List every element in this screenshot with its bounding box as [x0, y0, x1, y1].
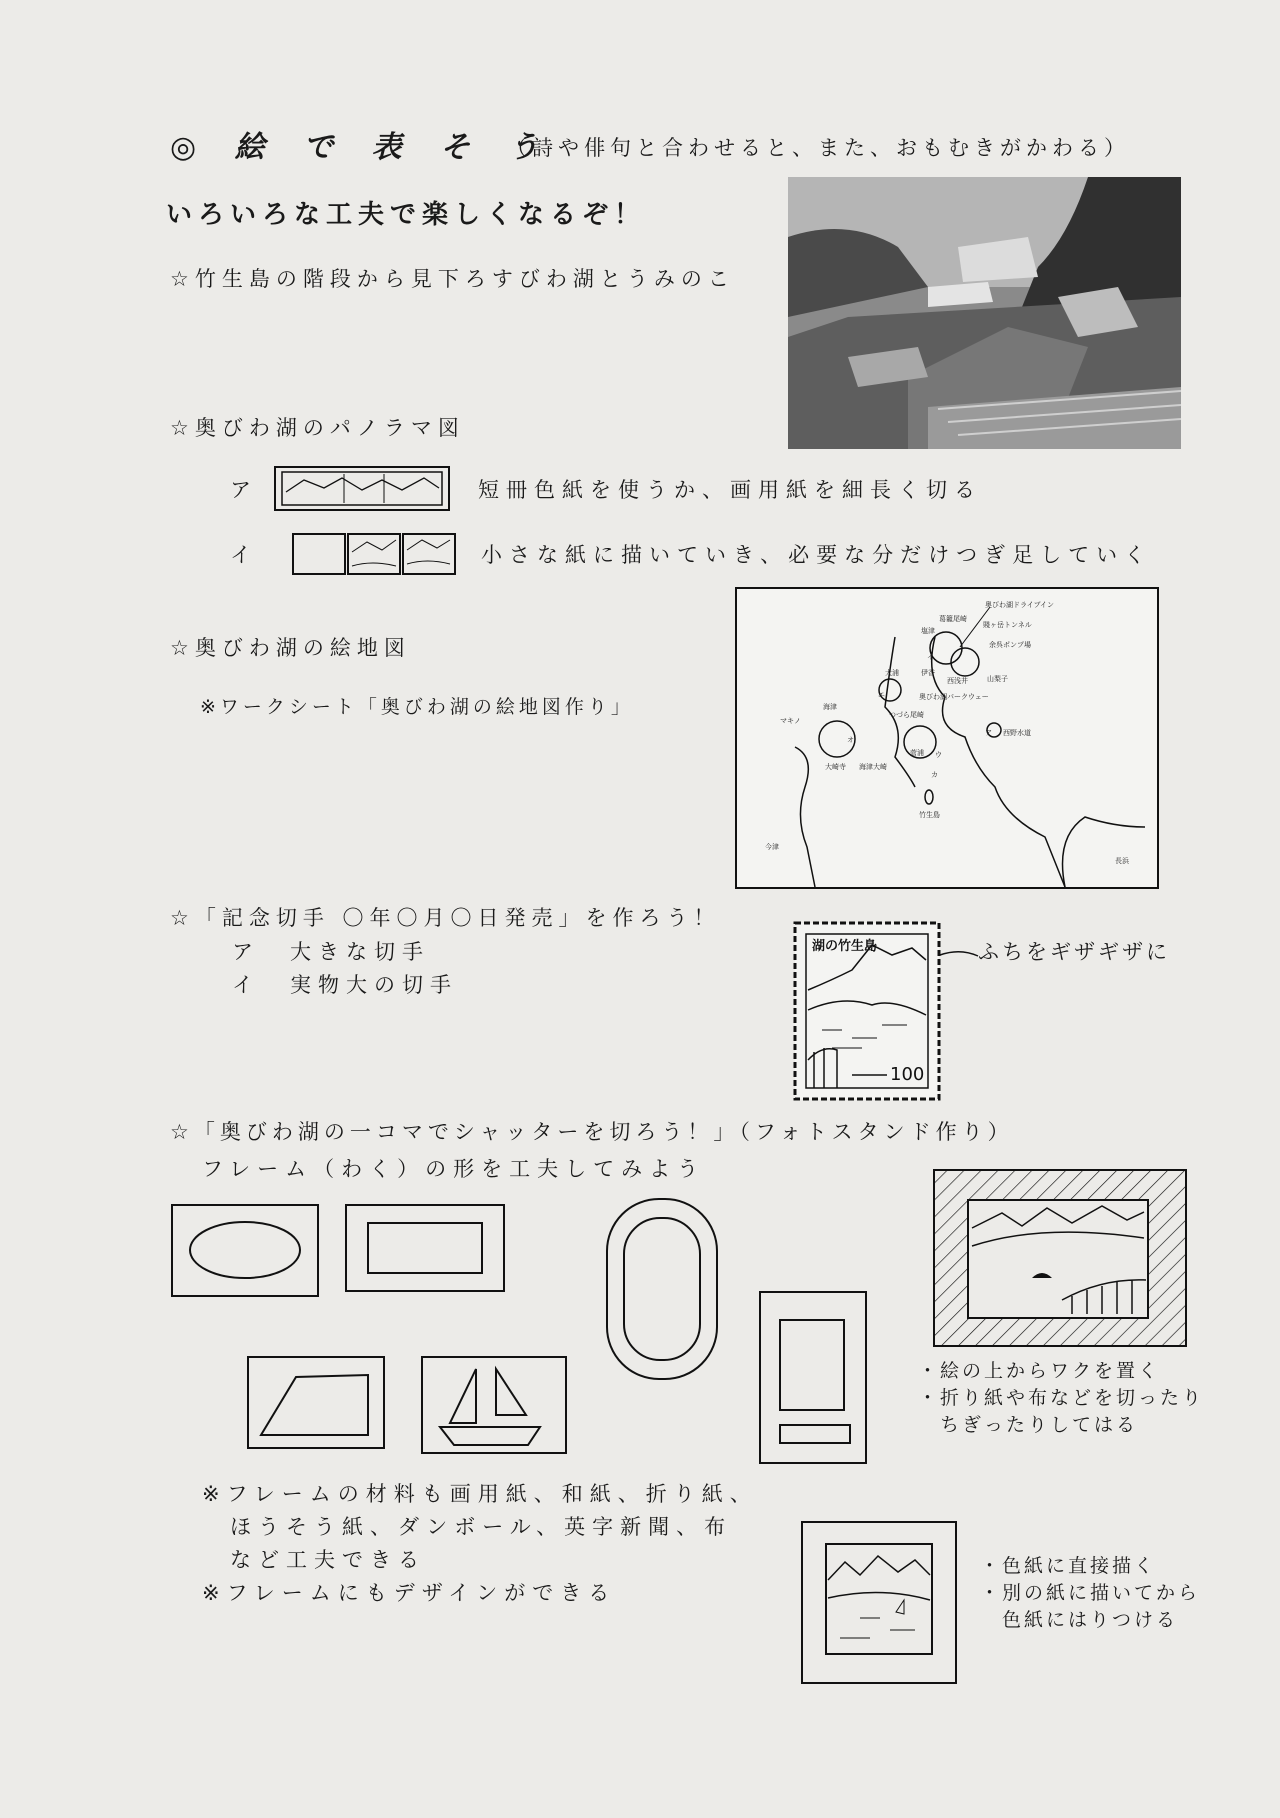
map-worksheet-note: ※ワークシート「奥びわ湖の絵地図作り」 [200, 696, 634, 718]
map-label-kaizu: 海津 [823, 703, 837, 711]
frame-note-bottom-1: ※フレームの材料も画用紙、和紙、折り紙、 [202, 1482, 758, 1506]
title-note: （詩や俳句と合わせると、また、おもむきがかわる） [506, 136, 1130, 160]
frame-rounded-example [604, 1196, 720, 1382]
map-label-drive: 奥びわ湖ドライブイン [985, 601, 1054, 609]
map-label-i: イ [927, 653, 934, 661]
frame-note-right-2: ・折り紙や布などを切ったり [918, 1387, 1205, 1409]
stamp-value: 100 [890, 1064, 925, 1085]
map-label-kinomoto: 塩津 [921, 627, 935, 635]
map-label-iga: 伊香 [921, 669, 935, 677]
frame-note-bottom-3: など工夫できる [202, 1548, 426, 1572]
illustrated-map [735, 587, 1159, 889]
frame-oval-example [170, 1203, 320, 1298]
stamp-illustration [792, 920, 942, 1102]
frame-note-bottom-4: ※フレームにもデザインができる [202, 1581, 617, 1605]
frame-trapezoid-example [246, 1355, 386, 1450]
map-label-oura2: 大崎寺 [825, 763, 846, 771]
panorama-marker-i: イ [230, 543, 258, 567]
map-label-e: エ [878, 691, 885, 699]
frame-card-example [800, 1520, 958, 1685]
map-label-ka: カ [931, 771, 938, 779]
stamp-text-a: 大きな切手 [290, 940, 430, 964]
frame-note-right-3: ちぎったりしてはる [918, 1414, 1139, 1436]
panorama-strip-a-icon [274, 466, 450, 511]
map-label-imazu: 今津 [765, 843, 779, 851]
map-label-tunnel: 賤ヶ岳トンネル [983, 621, 1032, 629]
panorama-strip-i-icon [292, 532, 458, 578]
frame-note-card-3: 色紙にはりつける [980, 1609, 1179, 1631]
map-heading: ☆奥びわ湖の絵地図 [170, 636, 411, 660]
map-label-sugaura: 菅浦 [910, 749, 924, 757]
map-label-nagahama: 長浜 [1115, 857, 1129, 865]
map-label-u: ウ [935, 751, 942, 759]
page-title: ◎ 絵 で 表 そ う [170, 130, 553, 165]
panorama-marker-a: ア [230, 478, 258, 502]
stamp-callout-line [940, 950, 980, 960]
photo-illustration [788, 177, 1181, 449]
map-label-kuzuo: 葛籠尾崎 [939, 615, 967, 623]
frame-note-right-1: ・絵の上からワクを置く [918, 1360, 1161, 1382]
map-label-tsuzura: つづら尾崎 [889, 711, 924, 719]
map-label-o: オ [847, 736, 854, 744]
stamp-heading: ☆「記念切手 〇年〇月〇日発売」を作ろう！ [170, 906, 721, 930]
frame-heading: ☆「奥びわ湖の一コマでシャッターを切ろう！」（フォトスタンド作り） [170, 1120, 1014, 1144]
stamp-marker-i: イ [232, 973, 260, 997]
frame-note-card-1: ・色紙に直接描く [980, 1555, 1157, 1577]
map-label-chikubu: 竹生島 [919, 811, 940, 819]
frame-subheading: フレーム（わく）の形を工夫してみよう [202, 1157, 706, 1181]
frame-note-bottom-2: ほうそう紙、ダンボール、英字新聞、布 [202, 1515, 733, 1539]
frame-hatched-example [932, 1168, 1188, 1348]
map-label-pump: 余呉ポンプ場 [989, 641, 1031, 649]
stamp-callout: ふちをギザギザに [978, 940, 1170, 964]
page-subtitle: いろいろな工夫で楽しくなるぞ！ [166, 200, 647, 230]
map-label-kaizu-osaki: 海津大崎 [859, 763, 887, 771]
panorama-text-a: 短冊色紙を使うか、画用紙を細長く切る [478, 478, 982, 502]
map-label-nishiazai: 西浅井 [947, 677, 968, 685]
frame-note-card-2: ・別の紙に描いてから [980, 1582, 1201, 1604]
stamp-text-i: 実物大の切手 [290, 973, 458, 997]
map-label-parkway: 奥びわ湖パークウェー [919, 693, 989, 701]
frame-rectangle-example [344, 1203, 506, 1293]
frame-sailboat-example [420, 1355, 568, 1455]
map-label-a: ア [985, 729, 992, 737]
panorama-text-i: 小さな紙に描いていき、必要な分だけつぎ足していく [481, 543, 1153, 567]
map-label-ichi: 西野水道 [1003, 729, 1031, 737]
map-label-ohura: 大浦 [885, 669, 899, 677]
stamp-marker-a: ア [232, 940, 260, 964]
panorama-heading: ☆奥びわ湖のパノラマ図 [170, 416, 465, 440]
map-label-makino: マキノ [780, 717, 801, 725]
photo-heading: ☆竹生島の階段から見下ろすびわ湖とうみのこ [170, 267, 735, 291]
stamp-title: 湖の竹生島 [812, 939, 878, 954]
frame-standing-card-example [758, 1290, 868, 1465]
map-label-yamanashi: 山梨子 [987, 675, 1008, 683]
chikubushima-photo [788, 177, 1181, 449]
